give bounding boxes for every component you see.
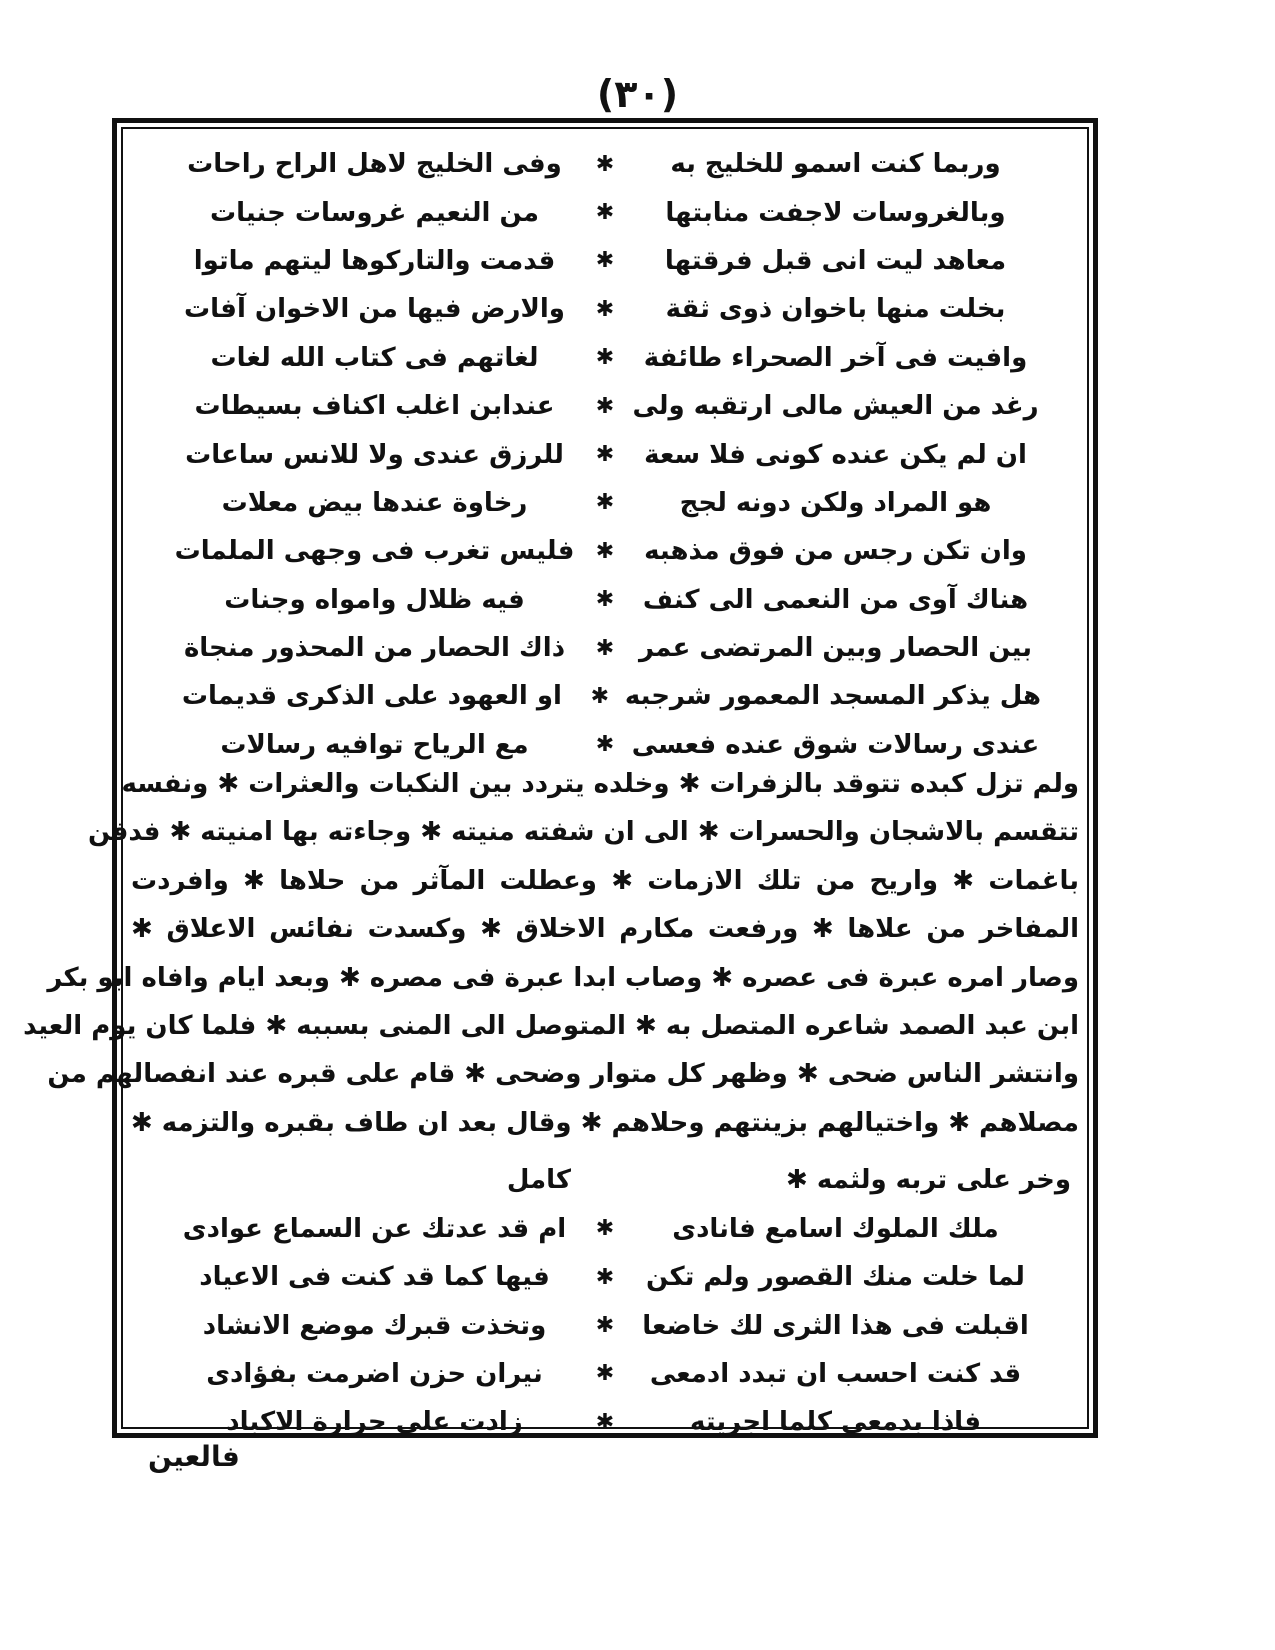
verse-separator: ✱ — [595, 587, 615, 613]
prose-block — [23, 769, 1079, 1156]
verse-second-hemistich: فليس تغرب فى وجهى الملمات — [174, 536, 575, 567]
verse-line — [131, 188, 1079, 236]
verse-second-hemistich: فيها كما قد كنت فى الاعياد — [199, 1262, 550, 1293]
verse-separator: ✱ — [595, 345, 615, 371]
verse-first-hemistich: لما خلت منك القصور ولم تكن — [646, 1262, 1025, 1293]
verse-first-hemistich: وبالغروسات لاجفت منابتها — [665, 197, 1006, 228]
verse-separator: ✱ — [595, 151, 615, 177]
verse-first-hemistich: هل يذكر المسجد المعمور شرجبه — [624, 681, 1041, 712]
page-content — [23, 140, 1079, 1438]
verse-second-hemistich: قدمت والتاركوها ليتهم ماتوا — [193, 245, 556, 276]
prose-line: تتقسم بالاشجان والحسرات ✱ الى ان شفته منيته ✱ وجاءته بها امنيته ✱ فدفن — [87, 817, 1079, 848]
verse-separator: ✱ — [595, 635, 615, 661]
verse-separator: ✱ — [595, 442, 615, 468]
verse-first-hemistich: فاذا بدمعى كلما اجريته — [690, 1407, 981, 1438]
verse-separator: ✱ — [595, 200, 615, 226]
catchword: فالعين — [148, 1440, 240, 1473]
verse-line — [131, 624, 1079, 672]
prose-line: ابن عبد الصمد شاعره المتصل به ✱ المتوصل الى المنى بسببه ✱ فلما كان يوم العيد — [23, 1011, 1079, 1042]
prose-line: وانتشر الناس ضحى ✱ وظهر كل متوار وضحى ✱ قام على قبره عند انفصالهم من — [47, 1059, 1079, 1090]
verse-first-hemistich: رغد من العيش مالى ارتقبه ولى — [632, 391, 1039, 422]
verse-second-hemistich: ام قد عدتك عن السماع عوادى — [182, 1213, 567, 1244]
verse-line — [131, 1398, 1079, 1446]
verse-first-hemistich: وربما كنت اسمو للخليج به — [670, 149, 1001, 180]
verse-second-hemistich: او العهود على الذكرى قديمات — [181, 681, 562, 712]
verse-first-hemistich: معاهد ليت انى قبل فرقتها — [664, 245, 1007, 276]
verse-second-hemistich: والارض فيها من الاخوان آفات — [184, 294, 565, 325]
verse-second-hemistich: فيه ظلال وامواه وجنات — [224, 584, 525, 615]
verse-first-hemistich: هناك آوى من النعمى الى كنف — [642, 584, 1029, 615]
prose-line: المفاخر من علاها ✱ ورفعت مكارم الاخلاق ✱ وكسدت نفائس الاعلاق ✱ — [131, 914, 1079, 945]
verse-second-hemistich: زادت على حرارة الاكباد — [226, 1407, 523, 1438]
verse-line — [131, 1350, 1079, 1398]
verse-separator: ✱ — [595, 296, 615, 322]
verse-line — [131, 237, 1079, 285]
verse-line — [131, 382, 1079, 430]
verse-second-hemistich: ذاك الحصار من المحذور منجاة — [183, 633, 566, 664]
verse-first-hemistich: هو المراد ولكن دونه لجج — [679, 487, 992, 518]
verse-first-hemistich: ملك الملوك اسامع فانادى — [672, 1213, 999, 1244]
verse-separator: ✱ — [595, 1409, 615, 1435]
verse-second-hemistich: لغاتهم فى كتاب الله لغات — [210, 342, 539, 373]
verse-line — [131, 576, 1079, 624]
verse-separator: ✱ — [595, 1361, 615, 1387]
verse-separator: ✱ — [595, 732, 615, 758]
verse-second-hemistich: نيران حزن اضرمت بفؤادى — [206, 1358, 543, 1389]
verse-second-hemistich: للرزق عندى ولا للانس ساعات — [185, 439, 564, 470]
verse-line — [131, 430, 1079, 478]
verse-line — [131, 672, 1079, 720]
verse-line — [131, 1253, 1079, 1301]
verse-second-hemistich: عندابن اغلب اكناف بسيطات — [194, 391, 555, 422]
page-number: (٣٠) — [596, 72, 679, 116]
verse-separator: ✱ — [595, 490, 615, 516]
prose-tail: وخر على تربه ولثمه ✱ — [786, 1165, 1071, 1196]
verse-first-hemistich: بخلت منها باخوان ذوى ثقة — [665, 294, 1006, 325]
verse-second-hemistich: من النعيم غروسات جنيات — [209, 197, 540, 228]
verse-second-hemistich: رخاوة عندها بيض معلات — [221, 487, 528, 518]
verse-first-hemistich: عندى رسالات شوق عنده فعسى — [631, 729, 1040, 760]
verse-separator: ✱ — [595, 1313, 615, 1339]
verse-line — [131, 1205, 1079, 1253]
verse-separator: ✱ — [595, 1216, 615, 1242]
verse-line — [131, 285, 1079, 333]
verse-separator: ✱ — [595, 393, 615, 419]
prose-line: وصار امره عبرة فى عصره ✱ وصاب ابدا عبرة فى مصره ✱ وبعد ايام وافاه ابو بكر — [47, 962, 1079, 993]
verse-separator: ✱ — [590, 683, 610, 709]
verses-bottom — [131, 1205, 1079, 1447]
verse-second-hemistich: وتخذت قبرك موضع الانشاد — [202, 1310, 547, 1341]
verse-line — [131, 334, 1079, 382]
meter-label: كامل — [506, 1165, 571, 1196]
verse-first-hemistich: اقبلت فى هذا الثرى لك خاضعا — [642, 1310, 1029, 1341]
verse-line — [131, 479, 1079, 527]
verse-first-hemistich: قد كنت احسب ان تبدد ادمعى — [649, 1358, 1022, 1389]
prose-line: باغمات ✱ واريح من تلك الازمات ✱ وعطلت المآثر من حلاها ✱ وافردت — [131, 865, 1079, 896]
prose-line: ولم تزل كبده تتوقد بالزفرات ✱ وخلده يتردد بين النكبات والعثرات ✱ ونفسه — [121, 769, 1079, 800]
verse-line — [131, 1301, 1079, 1349]
verse-second-hemistich: وفى الخليج لاهل الراح راحات — [187, 149, 562, 180]
verse-first-hemistich: وان تكن رجس من فوق مذهبه — [644, 536, 1027, 567]
verse-second-hemistich: مع الرياح توافيه رسالات — [220, 729, 529, 760]
verse-first-hemistich: ان لم يكن عنده كونى فلا سعة — [644, 439, 1027, 470]
prose-line: مصلاهم ✱ واختيالهم بزينتهم وحلاهم ✱ وقال بعد ان طاف بقبره والتزمه ✱ — [130, 1107, 1079, 1138]
verses-top — [131, 140, 1079, 769]
verse-first-hemistich: بين الحصار وبين المرتضى عمر — [638, 633, 1032, 664]
meter-line — [131, 1156, 1079, 1204]
verse-separator: ✱ — [595, 538, 615, 564]
verse-line — [131, 140, 1079, 188]
verse-separator: ✱ — [595, 248, 615, 274]
verse-line — [131, 721, 1079, 769]
verse-separator: ✱ — [595, 1264, 615, 1290]
verse-first-hemistich: وافيت فى آخر الصحراء طائفة — [643, 342, 1028, 373]
verse-line — [131, 527, 1079, 575]
